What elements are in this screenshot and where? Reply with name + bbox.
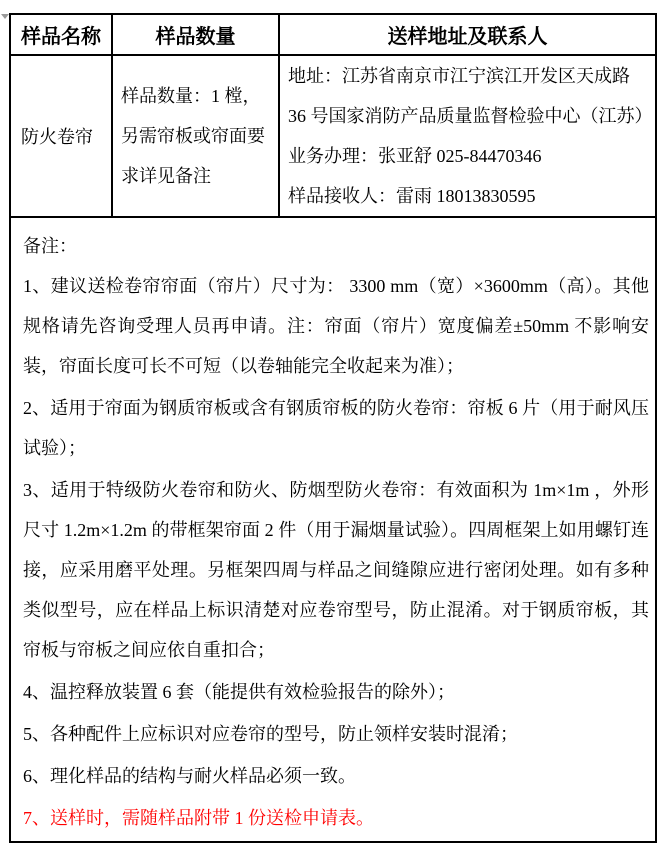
remark-item: 3、适用于特级防火卷帘和防火、防烟型防火卷帘：有效面积为 1m×1m ，外形尺寸 1.2m×1.2m 的带框架帘面 2 件（用于漏烟量试验）。四周框架上如用螺钉连接，应采用磨平处理。另框架四周与样品之间缝隙应进行密闭处理。如有多种类似型号，应在样品上标识清楚对应卷帘型号，防止混淆。对于钢质帘板，其帘板与帘板之间应依自重扣合； xyxy=(23,480,649,660)
document-body xyxy=(9,13,657,843)
header-address-contact: 送样地址及联系人 xyxy=(279,14,656,55)
header-row xyxy=(10,14,656,55)
cell-sample-quantity: 样品数量：1 樘，另需帘板或帘面要求详见备注 xyxy=(112,55,279,217)
contact-line: 36 号国家消防产品质量监督检验中心（江苏） xyxy=(288,106,653,126)
header-sample-quantity: 样品数量 xyxy=(112,14,279,55)
cell-address-contact xyxy=(279,55,656,217)
remark-item: 7、送样时，需随样品附带 1 份送检申请表。 xyxy=(23,808,374,828)
remark-item: 5、各种配件上应标识对应卷帘的型号，防止领样安装时混淆； xyxy=(23,724,518,744)
contact-line: 地址：江苏省南京市江宁滨江开发区天成路 xyxy=(288,66,630,86)
remarks-row xyxy=(10,217,656,842)
remarks-list xyxy=(23,266,649,838)
remark-item: 4、温控释放装置 6 套（能提供有效检验报告的除外）； xyxy=(23,682,455,702)
remark-item: 1、建议送检卷帘帘面（帘片）尺寸为： 3300 mm（宽）×3600mm（高）。其他规格请先咨询受理人员再申请。注：帘面（帘片）宽度偏差±50mm 不影响安装，帘面长度可长不可短（以卷轴能完全收起来为准）； xyxy=(23,276,649,376)
contact-line: 样品接收人：雷雨 18013830595 xyxy=(288,186,536,206)
remarks-title: 备注： xyxy=(23,236,77,256)
header-sample-name: 样品名称 xyxy=(10,14,112,55)
remark-item: 2、适用于帘面为钢质帘板或含有钢质帘板的防火卷帘：帘板 6 片（用于耐风压试验）； xyxy=(23,398,649,458)
remark-item: 6、理化样品的结构与耐火样品必须一致。 xyxy=(23,766,356,786)
remarks-cell xyxy=(10,217,656,842)
sample-data-row xyxy=(10,55,656,217)
sample-requirements-table xyxy=(9,13,657,843)
contact-line: 业务办理：张亚舒 025-84470346 xyxy=(288,146,542,166)
table-handle-icon xyxy=(1,14,9,19)
cell-sample-name: 防火卷帘 xyxy=(10,55,112,217)
